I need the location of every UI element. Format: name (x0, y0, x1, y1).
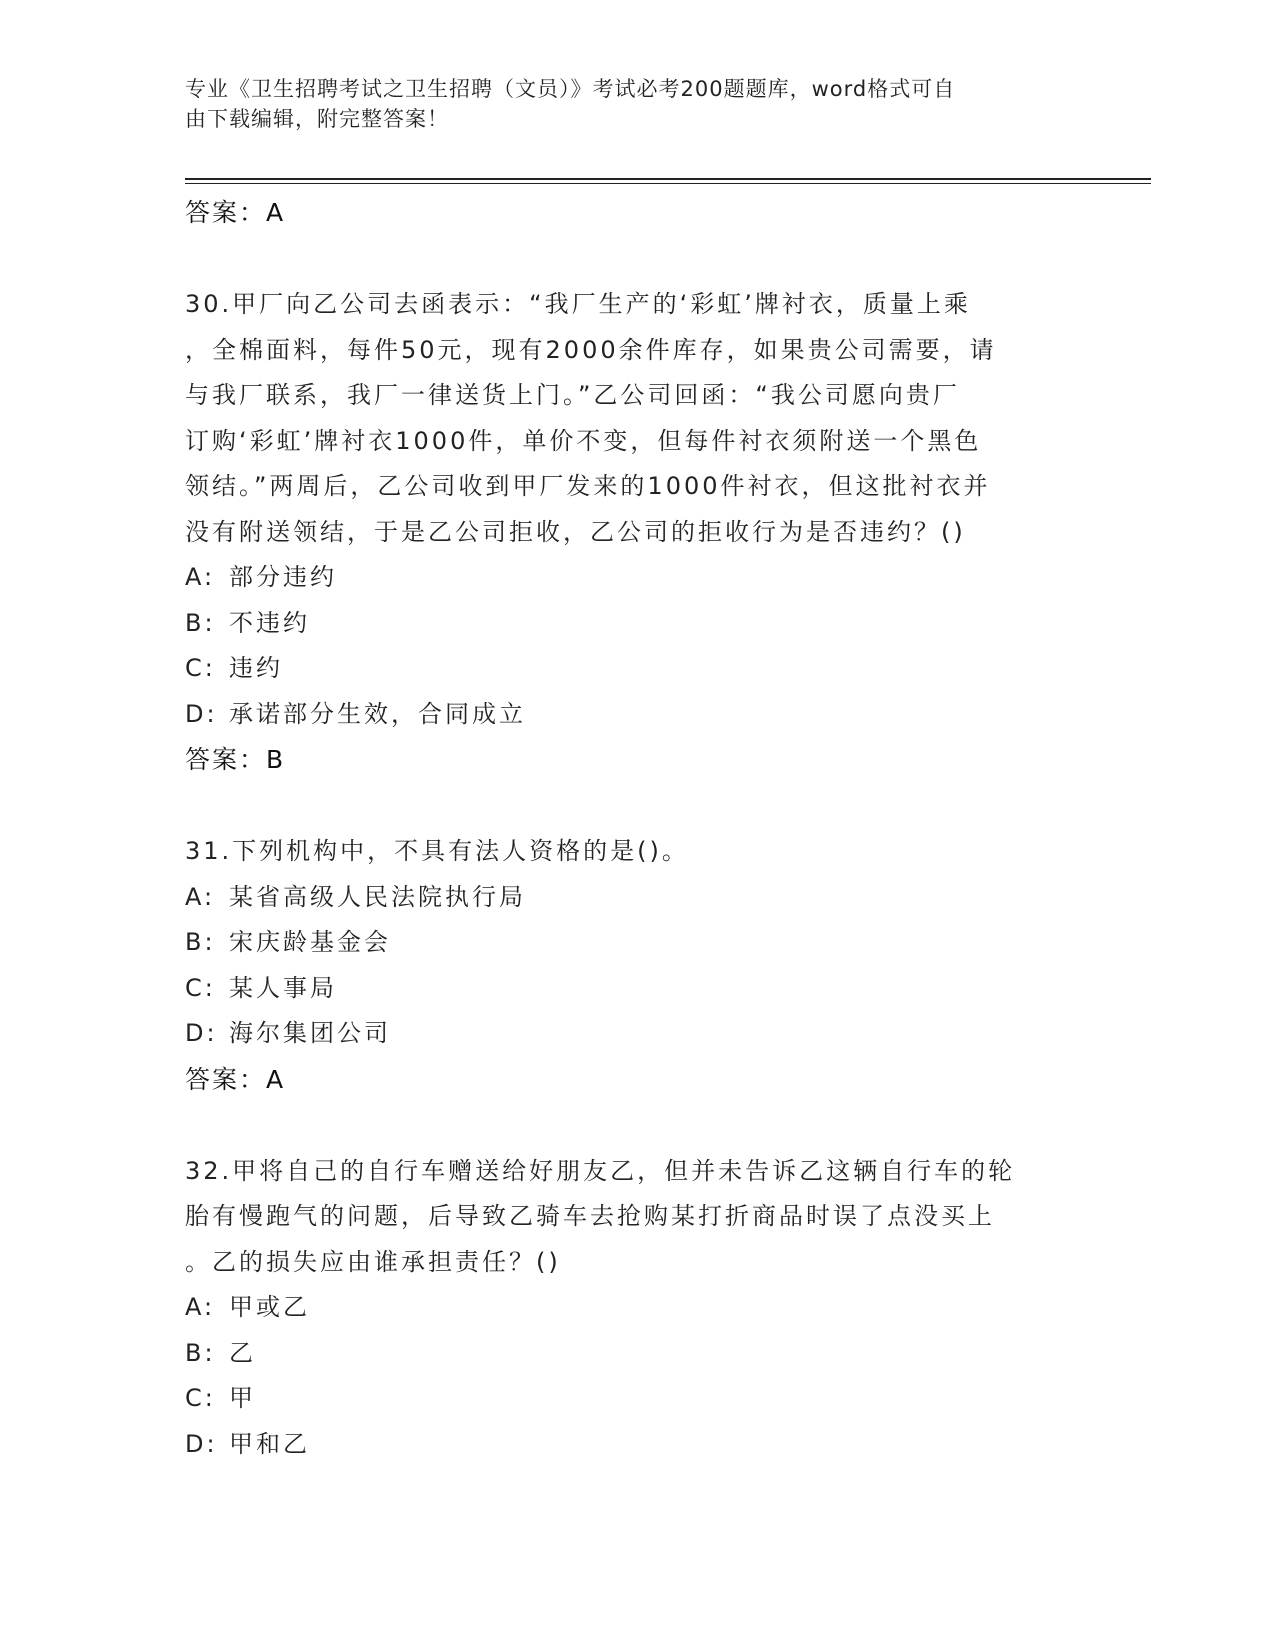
page-header (185, 74, 1065, 134)
question-line: 订购‘彩虹’牌衬衣1000件，单价不变，但每件衬衣须附送一个黑色 (185, 426, 982, 455)
option-label: A: (185, 563, 216, 591)
question-block (185, 829, 1085, 1103)
question-block (185, 1149, 1085, 1468)
option-d (185, 692, 1085, 738)
option-label: C: (185, 973, 216, 1002)
header-rule-thin (185, 183, 1151, 184)
question-line: 胎有慢跑气的问题，后导致乙骑车去抢购某打折商品时误了点没买上 (185, 1202, 995, 1230)
option-text: 甲或乙 (229, 1293, 310, 1321)
option-text: 部分违约 (229, 563, 337, 591)
option-a (185, 555, 1085, 601)
spacer (185, 783, 1085, 829)
option-a (185, 875, 1085, 921)
question-text (185, 829, 1085, 875)
option-label: A: (185, 882, 216, 911)
question-block (185, 282, 1085, 783)
option-text: 某省高级人民法院执行局 (229, 882, 526, 911)
answer-line: 答案：B (185, 745, 286, 774)
question-line: 领结。”两周后，乙公司收到甲厂发来的1000件衬衣，但这批衬衣并 (185, 472, 991, 500)
option-label: B: (185, 608, 216, 637)
question-line: 没有附送领结，于是乙公司拒收，乙公司的拒收行为是否违约？() (185, 517, 966, 546)
option-text: 乙 (229, 1338, 256, 1367)
option-text: 宋庆龄基金会 (229, 928, 391, 956)
option-text: 违约 (229, 654, 283, 682)
answer-line: 答案：A (185, 198, 286, 227)
option-text: 甲和乙 (229, 1429, 310, 1458)
option-d (185, 1422, 1085, 1468)
question-line: 31.下列机构中，不具有法人资格的是()。 (185, 837, 689, 865)
option-text: 不违约 (229, 608, 310, 637)
option-d (185, 1011, 1085, 1057)
option-label: B: (185, 1338, 216, 1367)
question-text (185, 1149, 1085, 1286)
question-content (185, 188, 1085, 1467)
option-a (185, 1285, 1085, 1331)
header-line-2: 由下载编辑，附完整答案！ (185, 107, 449, 131)
question-line: 。乙的损失应由谁承担责任？() (185, 1247, 561, 1276)
option-c (185, 646, 1085, 692)
option-label: C: (185, 1384, 216, 1412)
header-line-1: 专业《卫生招聘考试之卫生招聘（文员）》考试必考200题题库，word格式可自 (185, 77, 956, 101)
option-b (185, 1331, 1085, 1377)
option-label: A: (185, 1293, 216, 1321)
option-c (185, 1376, 1085, 1422)
option-label: D: (185, 699, 218, 728)
question-text (185, 282, 1085, 555)
option-text: 某人事局 (229, 973, 337, 1002)
option-label: D: (185, 1429, 218, 1458)
question-line: 32.甲将自己的自行车赠送给好朋友乙，但并未告诉乙这辆自行车的轮 (185, 1156, 1016, 1185)
spacer (185, 1103, 1085, 1149)
question-line: ，全棉面料，每件50元，现有2000余件库存，如果贵公司需要，请 (185, 335, 997, 364)
question-line: 30.甲厂向乙公司去函表示：“我厂生产的‘彩虹’牌衬衣，质量上乘 (185, 290, 971, 318)
option-b (185, 601, 1085, 647)
option-text: 海尔集团公司 (229, 1019, 391, 1047)
option-label: D: (185, 1019, 218, 1047)
question-line: 与我厂联系，我厂一律送货上门。”乙公司回函：“我公司愿向贵厂 (185, 381, 960, 409)
option-label: B: (185, 928, 216, 956)
option-text: 甲 (229, 1384, 256, 1412)
spacer (185, 236, 1085, 282)
option-label: C: (185, 654, 216, 682)
option-b (185, 920, 1085, 966)
option-c (185, 966, 1085, 1012)
option-text: 承诺部分生效，合同成立 (229, 699, 526, 728)
header-rule-thick (185, 178, 1151, 180)
answer-line: 答案：A (185, 1064, 286, 1094)
